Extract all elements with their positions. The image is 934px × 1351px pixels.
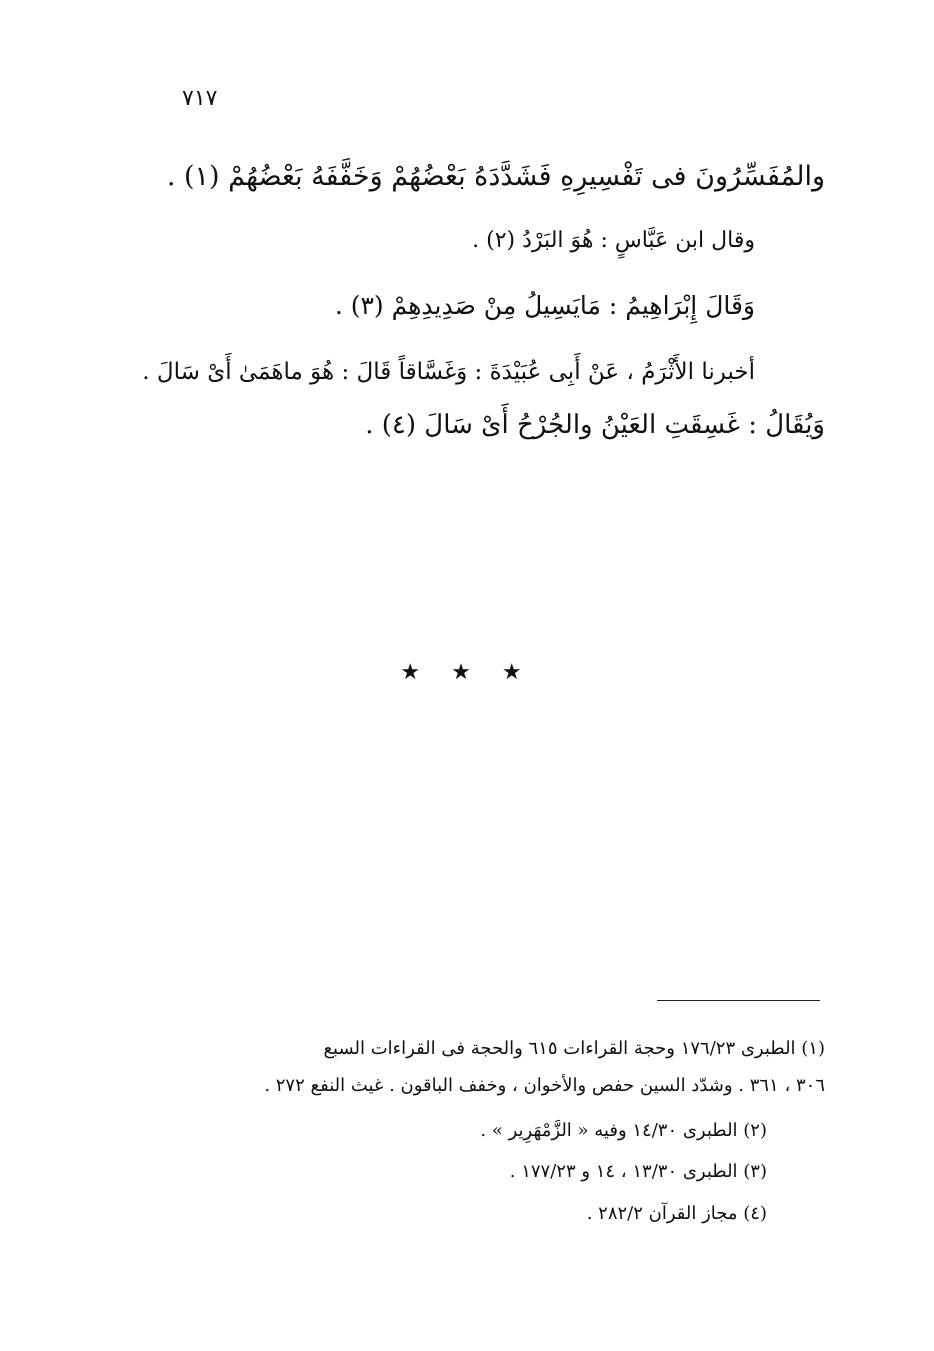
text-line: وَيُقَالُ : غَسِقَتِ العَيْنُ والجُرْحُ أَىْ سَالَ (٤) . — [365, 410, 825, 440]
text-line: وَقَالَ إِبْرَاهِيمُ : مَايَسِيلُ مِنْ صَدِيدِهِمْ (٣) . — [334, 291, 755, 320]
section-separator: ★ ★ ★ — [400, 660, 534, 685]
text-line: والمُفَسِّرُونَ فى تَفْسِيرِهِ فَشَدَّدَهُ بَعْضُهُمْ وَخَفَّفَهُ بَعْضُهُمْ (١) . — [166, 161, 825, 192]
footnote-line: (١) الطبرى ١٧٦/٢٣ وحجة القراءات ٦١٥ والحجة فى القراءات السبع — [323, 1038, 825, 1059]
footnote-line: (٣) الطبرى ١٣/٣٠ ، ١٤ و ١٧٧/٢٣ . — [509, 1161, 767, 1182]
page-number: ٧١٧ — [182, 86, 218, 111]
footnote-line: (٢) الطبرى ١٤/٣٠ وفيه « الزَّمْهَرِير » . — [480, 1120, 767, 1141]
footnote-line: (٤) مجاز القرآن ٢٨٢/٢ . — [586, 1203, 767, 1224]
footnote-line: ٣٠٦ ، ٣٦١ . وشدّد السين حفص والأخوان ، وخفف الباقون . غيث النفع ٢٧٢ . — [264, 1075, 825, 1096]
footnote-divider — [657, 1000, 820, 1001]
text-line: وقال ابن عَبَّاسٍ : هُوَ البَرْدُ (٢) . — [472, 228, 755, 253]
text-line: أخبرنا الأَثْرَمُ ، عَنْ أَبِى عُبَيْدَةَ : وَغَسَّاقاً قَالَ : هُوَ ماهَمَىٰ أَىْ سَالَ . — [142, 359, 755, 385]
